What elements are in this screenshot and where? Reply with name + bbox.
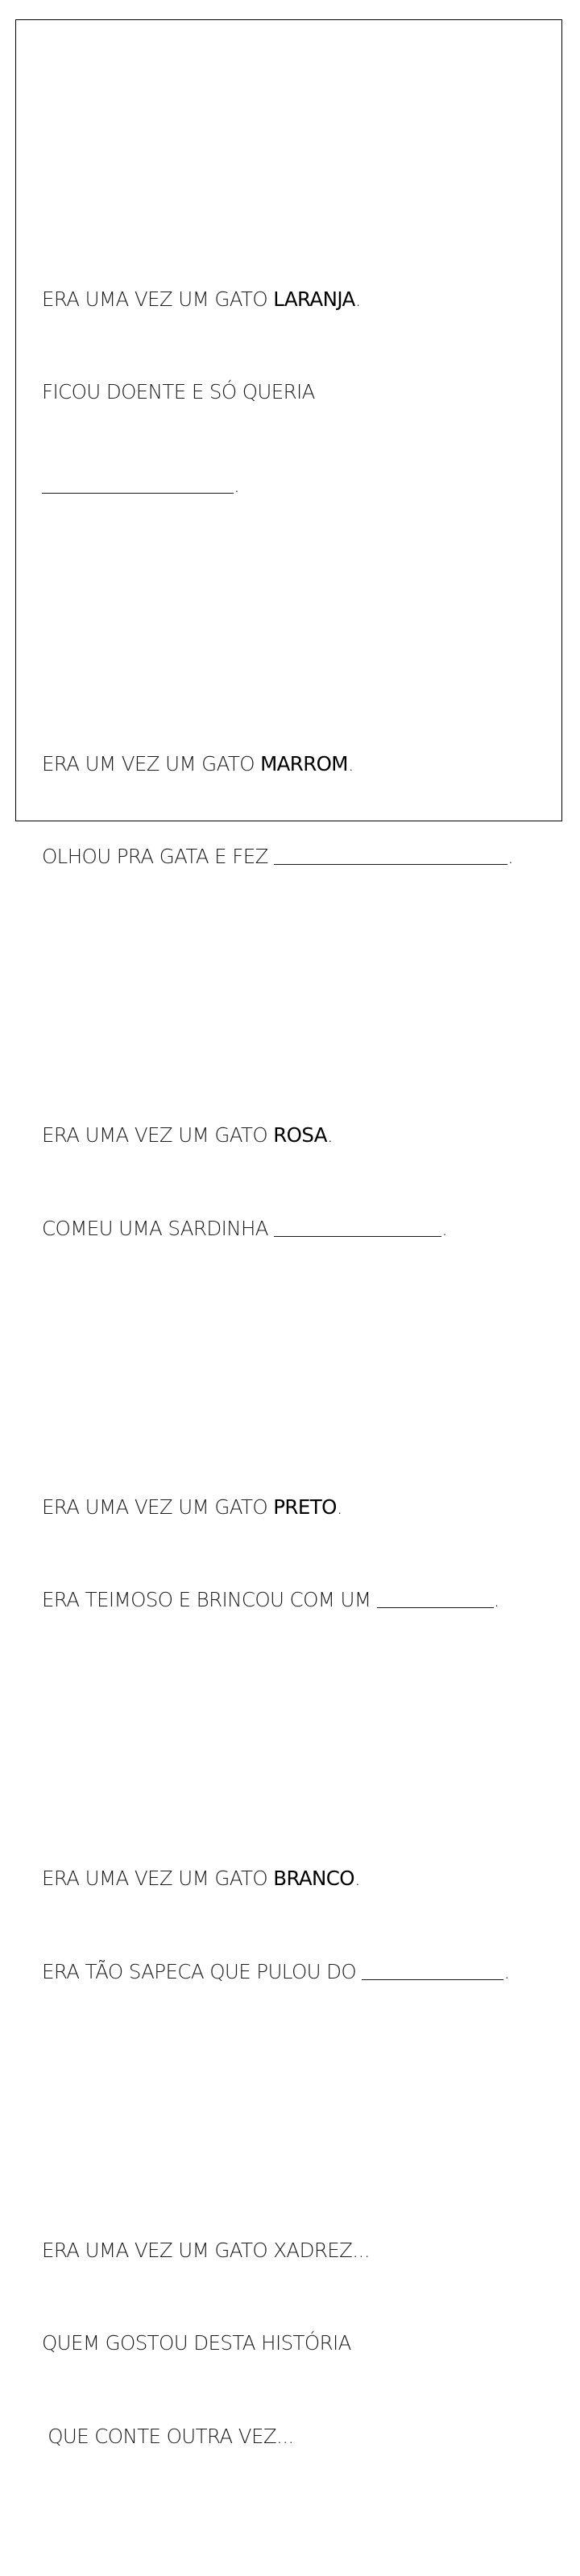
stanza-branco: [42, 1801, 557, 2049]
stanza-preto: [42, 1430, 557, 1678]
verse-line: .: [42, 470, 557, 502]
stanza-xadrez: [42, 2173, 557, 2515]
fill-in-blank-2[interactable]: [274, 845, 508, 865]
color-word-branco: BRANCO: [273, 1867, 354, 1890]
verse-line: QUEM GOSTOU DESTA HISTÓRIA: [42, 2331, 351, 2355]
fill-in-blank-5[interactable]: [362, 1960, 503, 1980]
verse-line: ERA UMA VEZ UM GATO BRANCO.: [42, 1867, 361, 1890]
fill-in-blank-3[interactable]: [274, 1217, 441, 1237]
verse-line: ERA UM VEZ UM GATO MARROM.: [42, 751, 354, 775]
fill-in-blank-4[interactable]: [377, 1588, 494, 1608]
color-word-rosa: ROSA: [273, 1123, 327, 1147]
verse-line: ERA UMA VEZ UM GATO LARANJA.: [42, 287, 361, 311]
stanza-marrom: [42, 687, 557, 935]
stanza-laranja: [42, 222, 557, 564]
verse-line: ERA UMA VEZ UM GATO PRETO.: [42, 1495, 342, 1519]
verse-line: ERA TEIMOSO E BRINCOU COM UM .: [42, 1588, 499, 1611]
fill-in-blank-1[interactable]: [42, 473, 234, 494]
color-word-marrom: MARROM: [260, 751, 348, 775]
verse-line: FICOU DOENTE E SÓ QUERIA: [42, 380, 315, 403]
stanza-rosa: [42, 1058, 557, 1306]
verse-line: QUE CONTE OUTRA VEZ...: [42, 2424, 294, 2448]
verse-line: ERA UMA VEZ UM GATO XADREZ...: [42, 2238, 370, 2262]
color-word-laranja: LARANJA: [273, 287, 355, 311]
verse-line: ERA TÃO SAPECA QUE PULOU DO .: [42, 1959, 510, 1983]
verse-line: OLHOU PRA GATA E FEZ .: [42, 845, 514, 868]
verse-line: COMEU UMA SARDINHA .: [42, 1216, 448, 1240]
verse-line: ERA UMA VEZ UM GATO ROSA.: [42, 1123, 334, 1147]
poem-text: [42, 129, 557, 2576]
color-word-preto: PRETO: [273, 1495, 337, 1519]
